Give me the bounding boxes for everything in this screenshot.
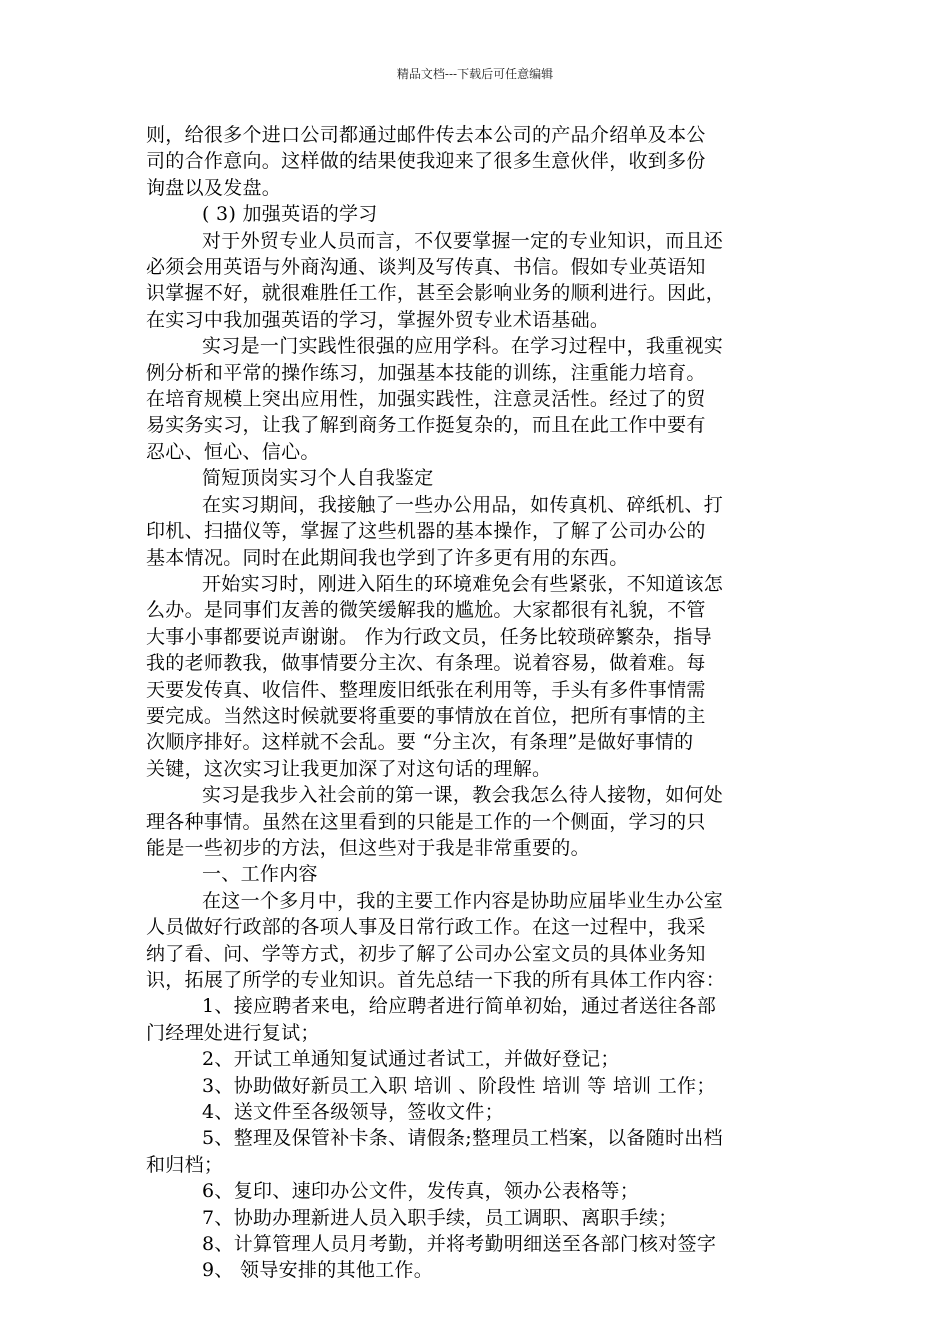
- text-line: 5、整理及保管补卡条、请假条;整理员工档案，以备随时出档: [202, 1127, 723, 1150]
- paragraph: [146, 1257, 808, 1283]
- text-line: 易实务实习，让我了解到商务工作挺复杂的，而且在此工作中要有: [146, 414, 706, 437]
- paragraph: [146, 1046, 808, 1072]
- text-line: 8、计算管理人员月考勤，并将考勤明细送至各部门核对签字: [202, 1233, 717, 1256]
- text-line: 天要发传真、收信件、整理废旧纸张在利用等，手头有多件事情需: [146, 678, 706, 701]
- paragraph: [146, 782, 808, 861]
- document-body: [146, 122, 808, 1284]
- text-line: 在实习中我加强英语的学习，掌握外贸专业术语基础。: [146, 308, 610, 331]
- text-line: 4、送文件至各级领导，签收文件；: [202, 1101, 504, 1124]
- page-header: 精品文档---下载后可任意编辑: [396, 67, 554, 81]
- text-line: 识掌握不好，就很难胜任工作，甚至会影响业务的顺利进行。因此，: [146, 282, 726, 305]
- text-line: 识，拓展了所学的专业知识。首先总结一下我的所有具体工作内容：: [146, 969, 726, 991]
- paragraph: [146, 492, 808, 571]
- text-line: 在这一个多月中，我的主要工作内容是协助应届毕业生办公室: [202, 889, 724, 912]
- text-line: 印机、扫描仪等，掌握了这些机器的基本操作，了解了公司办公的: [146, 520, 706, 543]
- text-line: 纳了看、问、学等方式，初步了解了公司办公室文员的具体业务知: [146, 942, 706, 965]
- text-line: 忍心、恒心、信心。: [146, 440, 320, 463]
- paragraph: [146, 993, 808, 1046]
- paragraph: [146, 1073, 808, 1099]
- text-line: 要完成。当然这时候就要将重要的事情放在首位，把所有事情的主: [146, 704, 706, 727]
- text-line: 一、工作内容: [202, 863, 318, 886]
- text-line: 实习是我步入社会前的第一课，教会我怎么待人接物，如何处: [202, 784, 724, 807]
- text-line: 实习是一门实践性很强的应用学科。在学习过程中，我重视实: [202, 335, 724, 358]
- text-line: 能是一些初步的方法，但这些对于我是非常重要的。: [146, 836, 590, 859]
- text-line: 么办。是同事们友善的微笑缓解我的尴尬。大家都很有礼貌，不管: [146, 599, 706, 622]
- text-line: 2、开试工单通知复试通过者试工，并做好登记；: [202, 1048, 620, 1071]
- paragraph: [146, 122, 808, 201]
- text-line: 理各种事情。虽然在这里看到的只能是工作的一个侧面，学习的只: [146, 810, 706, 833]
- text-line: 7、协助办理新进人员入职手续，员工调职、离职手续；: [202, 1206, 678, 1229]
- paragraph: [146, 1205, 808, 1231]
- paragraph: [146, 201, 808, 227]
- paragraph: [146, 1125, 808, 1178]
- text-line: 次顺序排好。这样就不会乱。要 “分主次，有条理”是做好事情的: [146, 731, 694, 754]
- text-line: 人员做好行政部的各项人事及日常行政工作。在这一过程中，我采: [146, 916, 706, 939]
- text-line: 对于外贸专业人员而言，不仅要掌握一定的专业知识，而且还: [202, 229, 724, 252]
- text-line: 我的老师教我，做事情要分主次、有条理。说着容易，做着难。每: [146, 652, 706, 675]
- text-line: 司的合作意向。这样做的结果使我迎来了很多生意伙伴，收到多份: [146, 150, 706, 173]
- paragraph: [146, 1231, 808, 1257]
- text-line: 门经理处进行复试；: [146, 1021, 320, 1044]
- text-line: 在培育规模上突出应用性，加强实践性，注意灵活性。经过了的贸: [146, 388, 706, 411]
- text-line: 3、协助做好新员工入职 培训 、阶段性 培训 等 培训 工作；: [202, 1074, 716, 1097]
- text-line: 9、 领导安排的其他工作。: [202, 1259, 434, 1282]
- text-line: 询盘以及发盘。: [146, 176, 282, 199]
- text-line: ( 3) 加强英语的学习: [202, 203, 378, 226]
- paragraph: [146, 1178, 808, 1204]
- text-line: 6、复印、速印办公文件，发传真，领办公表格等；: [202, 1180, 639, 1203]
- paragraph: [146, 888, 808, 994]
- text-line: 大事小事都要说声谢谢。 作为行政文员，任务比较琐碎繁杂，指导: [146, 625, 713, 648]
- text-line: 和归档；: [146, 1153, 224, 1176]
- paragraph: [146, 333, 808, 465]
- text-line: 1、接应聘者来电，给应聘者进行简单初始，通过者送往各部: [202, 995, 717, 1018]
- text-line: 必须会用英语与外商沟通、谈判及写传真、书信。假如专业英语知: [146, 256, 706, 279]
- text-line: 开始实习时，刚进入陌生的环境难免会有些紧张，不知道该怎: [202, 572, 724, 595]
- text-line: 关键，这次实习让我更加深了对这句话的理解。: [146, 757, 552, 780]
- paragraph: [146, 861, 808, 887]
- paragraph: [146, 571, 808, 782]
- text-line: 则，给很多个进口公司都通过邮件传去本公司的产品介绍单及本公: [146, 124, 706, 146]
- paragraph: [146, 465, 808, 491]
- text-line: 在实习期间，我接触了一些办公用品，如传真机、碎纸机、打: [202, 493, 724, 516]
- text-line: 例分析和平常的操作练习，加强基本技能的训练，注重能力培育。: [146, 361, 706, 384]
- paragraph: [146, 228, 808, 334]
- text-line: 基本情况。同时在此期间我也学到了许多更有用的东西。: [146, 546, 629, 569]
- paragraph: [146, 1099, 808, 1125]
- text-line: 简短顶岗实习个人自我鉴定: [202, 467, 434, 490]
